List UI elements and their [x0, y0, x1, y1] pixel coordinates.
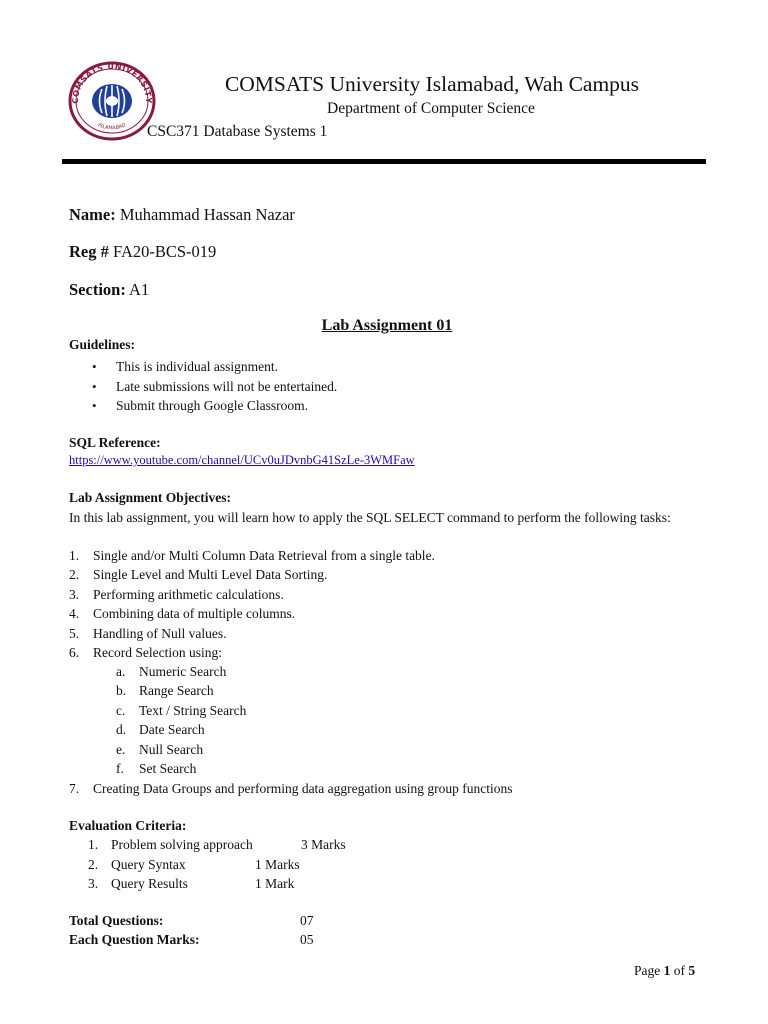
list-item [69, 585, 435, 604]
item-text: Combining data of multiple columns. [93, 606, 296, 622]
question-marks-value: 05 [300, 932, 314, 947]
guideline-item: • This is individual assignment. [92, 357, 337, 377]
sub-list-item [116, 740, 246, 759]
guidelines-heading: Guidelines: [69, 337, 136, 352]
item-number: 2. [88, 856, 99, 872]
sub-list-item [116, 701, 246, 720]
criterion-marks: 3 Marks [301, 837, 346, 852]
total-questions-label: Total Questions: [69, 913, 164, 928]
reg-label: Reg # [69, 242, 109, 261]
criterion-marks: 1 Mark [255, 876, 295, 892]
sub-item-letter: e. [116, 741, 126, 757]
page-number [634, 963, 695, 979]
student-section [69, 280, 149, 300]
objectives-list [69, 546, 435, 662]
sql-reference-heading: SQL Reference: [69, 435, 161, 450]
objectives-heading: Lab Assignment Objectives: [69, 490, 231, 505]
list-item [69, 546, 435, 565]
item-text: Single and/or Multi Column Data Retrieval from a single table. [93, 548, 435, 563]
header-divider [62, 159, 706, 164]
list-item [69, 643, 435, 662]
sub-item-text: Range Search [139, 683, 214, 699]
sub-list-item [116, 759, 246, 778]
assignment-title: Lab Assignment 01 [321, 317, 453, 334]
sub-item-letter: c. [116, 702, 126, 718]
item-number: 1. [88, 837, 99, 852]
item-number: 3. [69, 586, 80, 602]
guideline-item: • Submit through Google Classroom. [92, 396, 337, 416]
item-number: 6. [69, 645, 80, 661]
sub-list-item [116, 662, 246, 681]
item-number: 1. [69, 548, 80, 563]
sub-item-letter: b. [116, 683, 127, 699]
page-of: of [673, 963, 685, 978]
criterion: Query Results [111, 876, 188, 892]
sub-list-item [116, 720, 246, 739]
sub-item-letter: f. [116, 761, 124, 777]
sub-item-text: Date Search [139, 722, 205, 738]
name-label: Name: [69, 205, 116, 224]
item-text: Record Selection using: [93, 645, 222, 661]
evaluation-heading: Evaluation Criteria: [69, 818, 187, 833]
item-text: Single Level and Multi Level Data Sorting. [93, 567, 328, 583]
item-number: 4. [69, 606, 80, 622]
total-questions-value: 07 [300, 913, 314, 928]
question-marks-label: Each Question Marks: [69, 932, 200, 947]
course-name: CSC371 Database Systems 1 [147, 123, 328, 140]
sub-item-text: Text / String Search [139, 702, 247, 718]
logo-ring-text: COMSATS UNIVERSITY [70, 61, 154, 104]
student-name [69, 205, 295, 225]
guidelines-list [92, 357, 337, 416]
student-reg [69, 242, 216, 262]
item-number: 2. [69, 567, 80, 583]
item-text: Handling of Null values. [93, 625, 227, 641]
section-value: A1 [129, 280, 150, 299]
criterion: Problem solving approach [111, 837, 253, 852]
logo-bottom-text: ISLAMABAD [96, 122, 128, 132]
item-text: Creating Data Groups and performing data aggregation using group functions [93, 781, 513, 796]
sub-item-letter: d. [116, 722, 127, 738]
list-item [69, 779, 513, 798]
list-item [69, 565, 435, 584]
page-total: 5 [688, 963, 696, 978]
item-number: 7. [69, 781, 80, 796]
record-selection-sublist [116, 662, 246, 778]
sub-item-text: Set Search [139, 761, 197, 777]
page-prefix: Page [634, 963, 661, 978]
sub-item-text: Numeric Search [139, 664, 227, 679]
list-item [69, 624, 435, 643]
item-number: 3. [88, 876, 99, 892]
reg-value: FA20-BCS-019 [113, 242, 217, 261]
criterion-marks: 1 Marks [255, 856, 300, 872]
criterion: Query Syntax [111, 856, 186, 872]
name-value: Muhammad Hassan Nazar [119, 205, 295, 224]
objectives-intro: In this lab assignment, you will learn how to apply the SQL SELECT command to perform the following tasks: [69, 510, 671, 525]
page-current: 1 [663, 963, 671, 978]
sub-list-item [116, 681, 246, 700]
sub-item-letter: a. [116, 664, 126, 679]
university-title: COMSATS University Islamabad, Wah Campus [224, 72, 640, 96]
list-item [69, 604, 435, 623]
department-name: Department of Computer Science [327, 100, 535, 117]
item-text: Performing arithmetic calculations. [93, 586, 284, 602]
guideline-item: • Late submissions will not be entertained. [92, 377, 337, 397]
sql-reference-link[interactable]: https://www.youtube.com/channel/UCv0uJDvnbG41SzLe-3WMFaw [69, 453, 415, 467]
item-number: 5. [69, 625, 80, 641]
section-label: Section: [69, 280, 126, 299]
sub-item-text: Null Search [139, 741, 204, 757]
